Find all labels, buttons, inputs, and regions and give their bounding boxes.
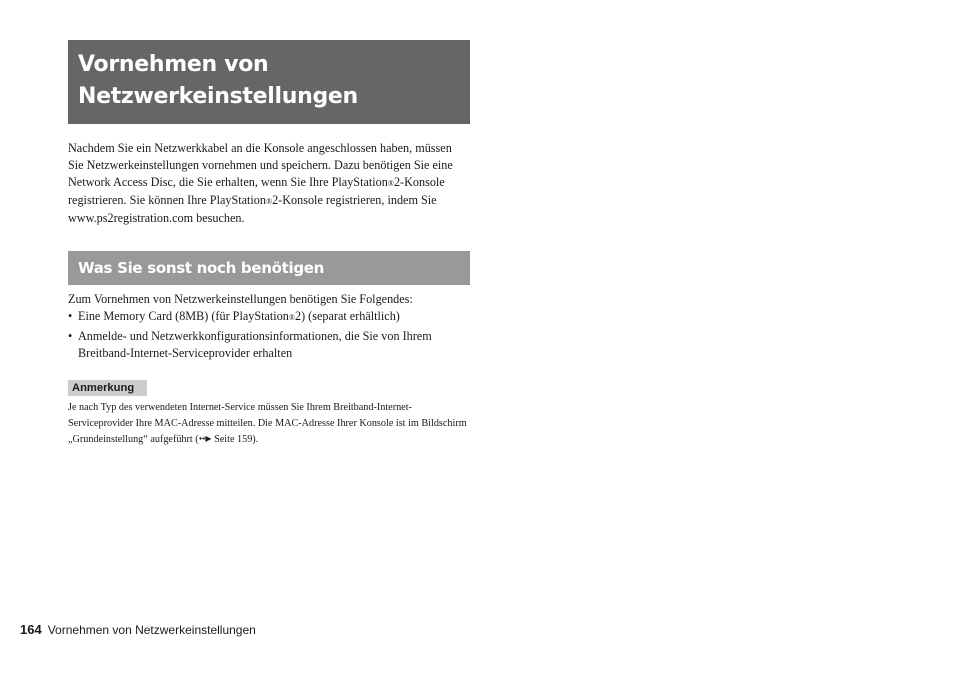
registered-mark: ® bbox=[288, 313, 295, 322]
note-text-part1: Je nach Typ des verwendeten Internet-Service müssen Sie Ihrem Breitband-Internet-Serviceprovider Ihre MAC-Adresse mitteilen. Die MAC-Adresse Ihrer Konsole ist im Bildschirm „Grundeinstellung“ aufgeführt ( bbox=[68, 402, 467, 445]
intro-paragraph bbox=[68, 140, 470, 227]
page-footer bbox=[20, 621, 256, 639]
chapter-title-line1: Vornehmen von bbox=[78, 52, 269, 77]
page-number: 164 bbox=[20, 622, 42, 637]
list-item-text-part1: Eine Memory Card (8MB) (für PlayStation bbox=[78, 309, 289, 323]
list-item-text-part2: 2) (separat erhältlich) bbox=[294, 309, 400, 323]
list-item-text: Anmelde- und Netzwerkkonfigurationsinformationen, die Sie von Ihrem Breitband-Internet-Serviceprovider erhalten bbox=[78, 329, 432, 360]
intro-text-part3: 2-Konsole registrieren, indem Sie www.ps2registration.com besuchen. bbox=[68, 193, 437, 225]
chapter-title-line2: Netzwerkeinstellungen bbox=[78, 84, 358, 109]
registered-mark: ® bbox=[266, 197, 273, 206]
registered-mark: ® bbox=[387, 179, 394, 188]
intro-text-part1: Nachdem Sie ein Netzwerkkabel an die Konsole angeschlossen haben, müssen Sie Netzwerkeinstellungen vornehmen und speichern. Dazu benötigen Sie eine Network Access Disc, die Sie erhalten, wenn Sie Ihre PlayStation bbox=[68, 141, 453, 189]
requirements-intro: Zum Vornehmen von Netzwerkeinstellungen benötigen Sie Folgendes: bbox=[68, 292, 413, 306]
note-text-part2: Seite 159). bbox=[211, 434, 259, 445]
list-item bbox=[68, 328, 470, 362]
intro-text-part2: 2-Konsole registrieren. Sie können Ihre PlayStation bbox=[68, 175, 445, 207]
bullet-icon: • bbox=[68, 329, 73, 343]
requirements-list bbox=[68, 308, 470, 364]
note-label: Anmerkung bbox=[68, 380, 147, 396]
list-item bbox=[68, 308, 470, 326]
section-heading: Was Sie sonst noch benötigen bbox=[78, 259, 325, 277]
chapter-title-box bbox=[68, 40, 470, 124]
section-heading-box bbox=[68, 251, 470, 285]
note-text bbox=[68, 400, 474, 448]
chapter-title bbox=[78, 49, 460, 113]
page-reference-arrow-icon: ↔▶ bbox=[198, 434, 212, 443]
footer-title: Vornehmen von Netzwerkeinstellungen bbox=[47, 623, 256, 637]
bullet-icon: • bbox=[68, 309, 73, 323]
